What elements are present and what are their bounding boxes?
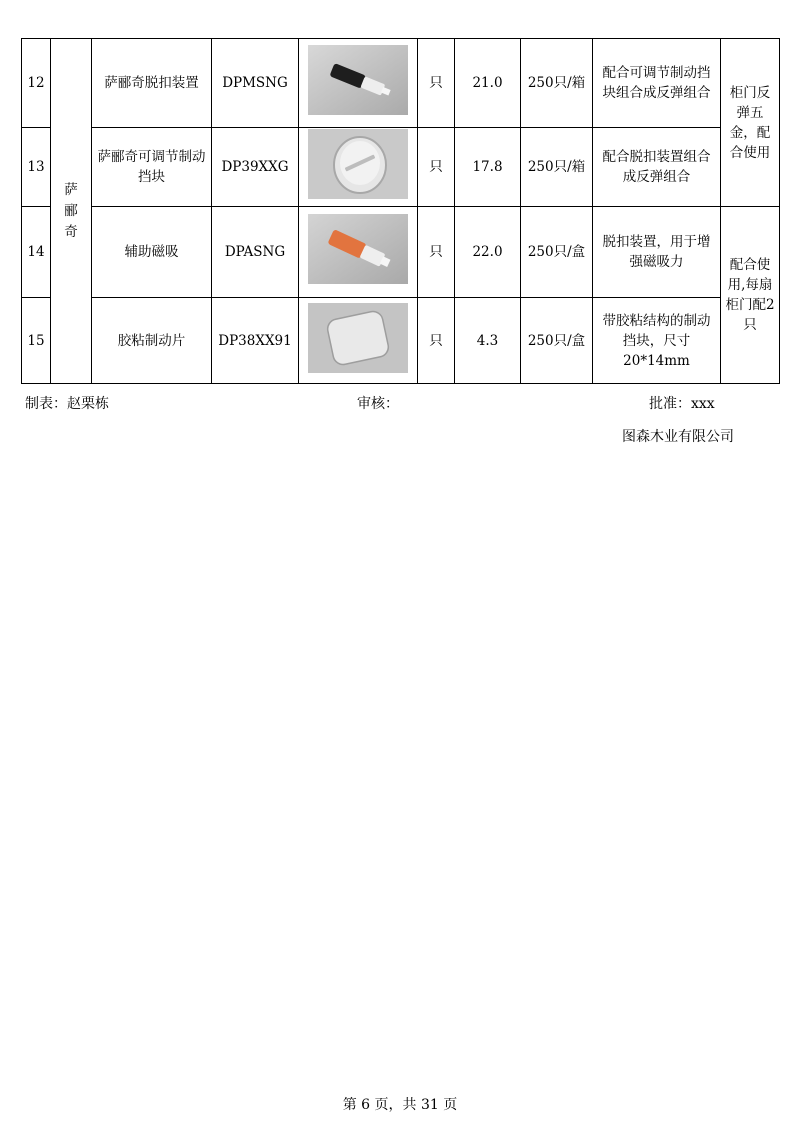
unit: 只 (418, 298, 455, 384)
price: 22.0 (455, 207, 521, 298)
product-code: DP39XXG (212, 128, 299, 207)
description: 带胶粘结构的制动挡块，尺寸20*14mm (593, 298, 721, 384)
product-name: 萨郦奇可调节制动挡块 (92, 128, 212, 207)
table-row (22, 39, 780, 128)
price: 17.8 (455, 128, 521, 207)
product-code: DPMSNG (212, 39, 299, 128)
product-image (308, 45, 408, 115)
brand-name: 萨郦奇 (64, 181, 78, 240)
unit: 只 (418, 128, 455, 207)
product-code: DP38XX91 (212, 298, 299, 384)
product-image (308, 129, 408, 199)
product-code: DPASNG (212, 207, 299, 298)
product-image (308, 303, 408, 373)
page-number: 第 6 页，共 31 页 (342, 1097, 458, 1113)
description: 配合可调节制动挡块组合成反弹组合 (593, 39, 721, 128)
product-image-cell (299, 39, 418, 128)
product-name: 萨郦奇脱扣装置 (92, 39, 212, 128)
price: 4.3 (455, 298, 521, 384)
description: 配合脱扣装置组合成反弹组合 (593, 128, 721, 207)
signature-row (21, 393, 779, 413)
price: 21.0 (455, 39, 521, 128)
packing: 250只/盒 (521, 207, 593, 298)
approver-label: 批准：xxx (649, 396, 715, 412)
row-number: 12 (22, 39, 51, 128)
table-row (22, 298, 780, 384)
product-name: 胶粘制动片 (92, 298, 212, 384)
row-number: 13 (22, 128, 51, 207)
packing: 250只/盒 (521, 298, 593, 384)
product-image-cell (299, 298, 418, 384)
brand-cell (51, 39, 92, 384)
row-number: 14 (22, 207, 51, 298)
reviewer-label: 审核： (357, 396, 399, 412)
maker-label: 制表：赵栗栋 (25, 396, 109, 412)
packing: 250只/箱 (521, 128, 593, 207)
note-group-1: 柜门反弹五金，配合使用 (721, 39, 780, 207)
note-group-2: 配合使用,每扇柜门配2只 (721, 207, 780, 384)
description: 脱扣装置，用于增强磁吸力 (593, 207, 721, 298)
unit: 只 (418, 39, 455, 128)
product-image-cell (299, 128, 418, 207)
table-row (22, 207, 780, 298)
packing: 250只/箱 (521, 39, 593, 128)
table-row (22, 128, 780, 207)
company-name: 图森木业有限公司 (622, 429, 734, 445)
row-number: 15 (22, 298, 51, 384)
product-name: 辅助磁吸 (92, 207, 212, 298)
product-table (21, 38, 780, 384)
product-image (308, 214, 408, 284)
unit: 只 (418, 207, 455, 298)
product-image-cell (299, 207, 418, 298)
